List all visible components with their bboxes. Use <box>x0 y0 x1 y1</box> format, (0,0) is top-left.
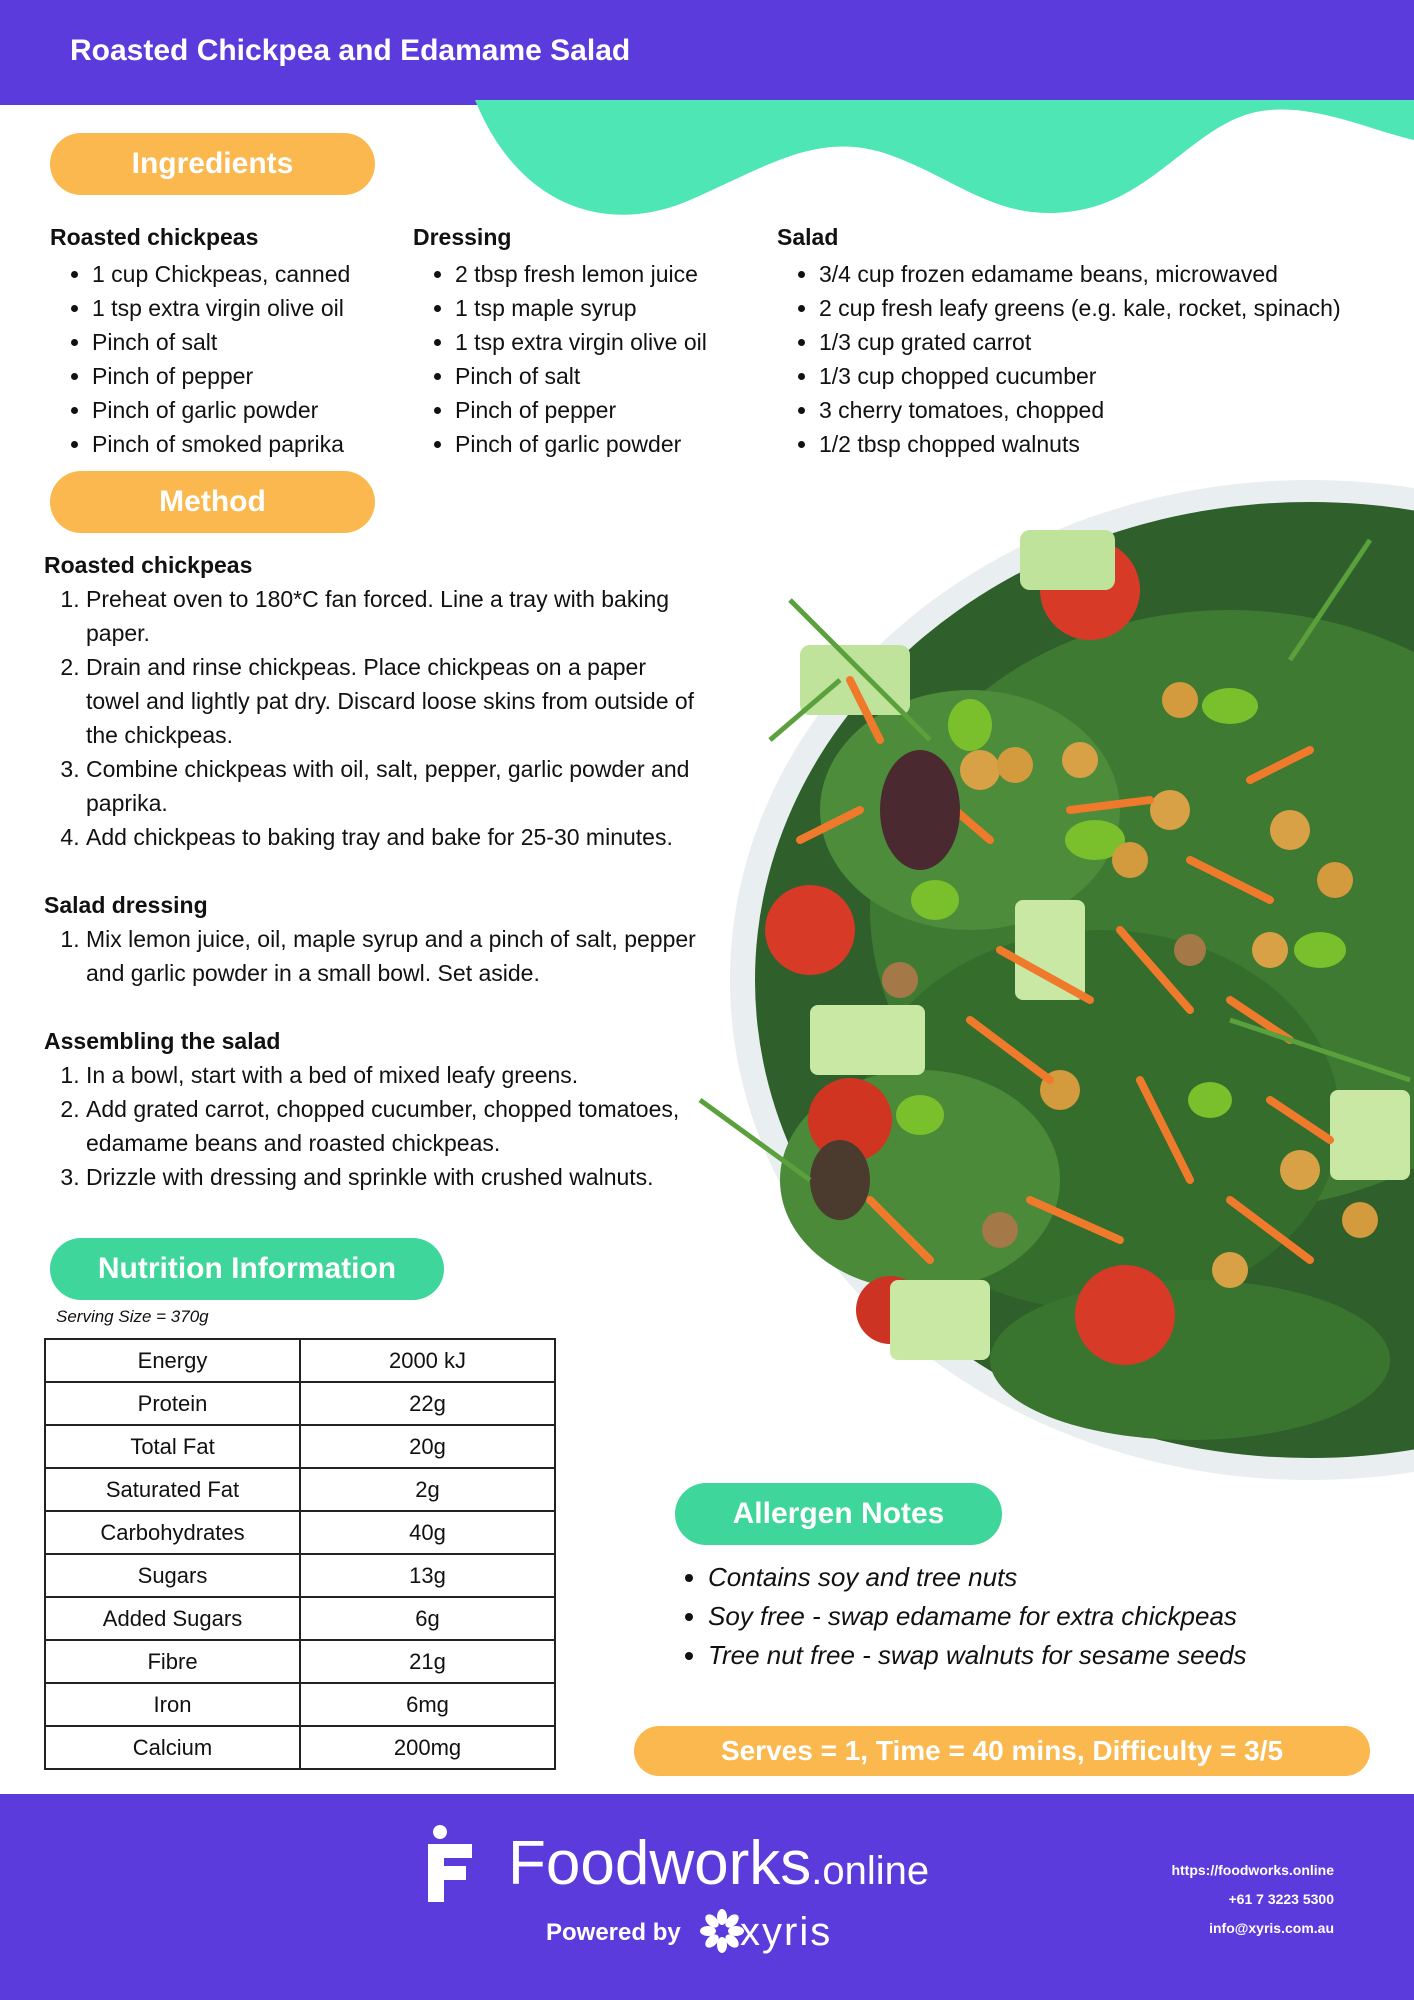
contact-info <box>1171 1856 1334 1943</box>
serving-size: Serving Size = 370g <box>56 1307 209 1326</box>
nutrient-value: 200mg <box>300 1726 555 1769</box>
nutrient-value: 6mg <box>300 1683 555 1726</box>
allergen-list <box>672 1558 1372 1675</box>
allergen-item: • Soy free - swap edamame for extra chickpeas <box>708 1597 1372 1636</box>
ingredient-item: • Pinch of smoked paprika <box>92 427 410 461</box>
method-step: 3. Drizzle with dressing and sprinkle with crushed walnuts. <box>86 1160 704 1194</box>
salad-bowl-photo <box>670 480 1414 1480</box>
nutrition-row <box>45 1468 555 1511</box>
method-step: 1. In a bowl, start with a bed of mixed leafy greens. <box>86 1058 704 1092</box>
ingredient-item: • 1/3 cup chopped cucumber <box>819 359 1377 393</box>
xyris-flower-icon <box>700 1909 744 1953</box>
partner-logo: xyris <box>740 1910 833 1954</box>
ingredient-group <box>413 224 773 461</box>
ingredient-item: • Pinch of pepper <box>92 359 410 393</box>
nutrient-name: Total Fat <box>45 1425 300 1468</box>
method-step: 2. Drain and rinse chickpeas. Place chickpeas on a paper towel and lightly pat dry. Discard loose skins from outside of the chickpeas. <box>86 650 704 752</box>
allergen-item: • Contains soy and tree nuts <box>708 1558 1372 1597</box>
footer <box>0 1794 1414 2000</box>
page-title: Roasted Chickpea and Edamame Salad <box>70 34 631 67</box>
ingredient-item: • 1/2 tbsp chopped walnuts <box>819 427 1377 461</box>
ingredient-item: • 1 tsp maple syrup <box>455 291 773 325</box>
nutrition-table <box>44 1338 556 1770</box>
nutrition-row <box>45 1511 555 1554</box>
header-bar <box>0 0 1414 105</box>
method-section <box>44 548 704 1194</box>
allergen-item: • Tree nut free - swap walnuts for sesame seeds <box>708 1636 1372 1675</box>
nutrient-name: Iron <box>45 1683 300 1726</box>
nutrient-value: 21g <box>300 1640 555 1683</box>
nutrition-row <box>45 1382 555 1425</box>
nutrient-name: Calcium <box>45 1726 300 1769</box>
ingredient-item: • 2 tbsp fresh lemon juice <box>455 257 773 291</box>
powered-by-label: Powered by <box>546 1919 681 1946</box>
method-step: 1. Mix lemon juice, oil, maple syrup and a pinch of salt, pepper and garlic powder in a small bowl. Set aside. <box>86 922 704 990</box>
ingredient-item: • 3 cherry tomatoes, chopped <box>819 393 1377 427</box>
nutrition-row <box>45 1683 555 1726</box>
nutrient-value: 2g <box>300 1468 555 1511</box>
nutrition-row <box>45 1597 555 1640</box>
brand-name: Foodworks <box>508 1829 812 1898</box>
method-step: 1. Preheat oven to 180*C fan forced. Line a tray with baking paper. <box>86 582 704 650</box>
ingredient-item: • 1 cup Chickpeas, canned <box>92 257 410 291</box>
ingredient-item: • 1/3 cup grated carrot <box>819 325 1377 359</box>
ingredients-heading: Ingredients <box>50 133 375 195</box>
nutrition-row <box>45 1554 555 1597</box>
method-subheading: Roasted chickpeas <box>44 552 253 578</box>
ingredient-item: • Pinch of garlic powder <box>455 427 773 461</box>
nutrient-name: Saturated Fat <box>45 1468 300 1511</box>
method-heading: Method <box>50 471 375 533</box>
ingredient-item: • Pinch of garlic powder <box>92 393 410 427</box>
nutrient-value: 2000 kJ <box>300 1339 555 1382</box>
foodworks-logo-icon <box>420 1824 480 1904</box>
nutrient-value: 13g <box>300 1554 555 1597</box>
nutrient-value: 20g <box>300 1425 555 1468</box>
ingredient-item: • Pinch of salt <box>92 325 410 359</box>
ingredient-group <box>777 224 1377 461</box>
nutrient-name: Protein <box>45 1382 300 1425</box>
email-link[interactable]: info@xyris.com.au <box>1209 1920 1334 1936</box>
nutrient-name: Carbohydrates <box>45 1511 300 1554</box>
brand-logo <box>508 1828 929 1899</box>
method-subheading: Salad dressing <box>44 892 208 918</box>
website-link[interactable]: https://foodworks.online <box>1171 1862 1334 1878</box>
nutrition-row <box>45 1726 555 1769</box>
allergen-heading: Allergen Notes <box>675 1483 1002 1545</box>
method-step: 4. Add chickpeas to baking tray and bake for 25-30 minutes. <box>86 820 704 854</box>
decorative-wave <box>440 100 1414 230</box>
method-step: 3. Combine chickpeas with oil, salt, pepper, garlic powder and paprika. <box>86 752 704 820</box>
nutrition-row <box>45 1339 555 1382</box>
ingredient-item: • Pinch of pepper <box>455 393 773 427</box>
nutrient-value: 40g <box>300 1511 555 1554</box>
nutrient-value: 6g <box>300 1597 555 1640</box>
method-subheading: Assembling the salad <box>44 1028 281 1054</box>
ingredient-group-heading: Salad <box>777 224 839 250</box>
nutrient-name: Added Sugars <box>45 1597 300 1640</box>
ingredient-group-heading: Roasted chickpeas <box>50 224 259 250</box>
method-step: 2. Add grated carrot, chopped cucumber, chopped tomatoes, edamame beans and roasted chickpeas. <box>86 1092 704 1160</box>
nutrition-row <box>45 1425 555 1468</box>
ingredient-group <box>50 224 410 461</box>
phone-number: +61 7 3223 5300 <box>1228 1891 1334 1907</box>
ingredient-item: • 3/4 cup frozen edamame beans, microwaved <box>819 257 1377 291</box>
ingredient-item: • 1 tsp extra virgin olive oil <box>92 291 410 325</box>
brand-suffix: .online <box>811 1849 930 1893</box>
serves-summary: Serves = 1, Time = 40 mins, Difficulty = 3/5 <box>634 1726 1370 1776</box>
ingredient-item: • Pinch of salt <box>455 359 773 393</box>
nutrient-name: Energy <box>45 1339 300 1382</box>
nutrient-value: 22g <box>300 1382 555 1425</box>
nutrition-heading: Nutrition Information <box>50 1238 444 1300</box>
ingredient-item: • 2 cup fresh leafy greens (e.g. kale, rocket, spinach) <box>819 291 1377 325</box>
nutrition-row <box>45 1640 555 1683</box>
ingredient-item: • 1 tsp extra virgin olive oil <box>455 325 773 359</box>
ingredient-group-heading: Dressing <box>413 224 512 250</box>
nutrient-name: Sugars <box>45 1554 300 1597</box>
nutrient-name: Fibre <box>45 1640 300 1683</box>
